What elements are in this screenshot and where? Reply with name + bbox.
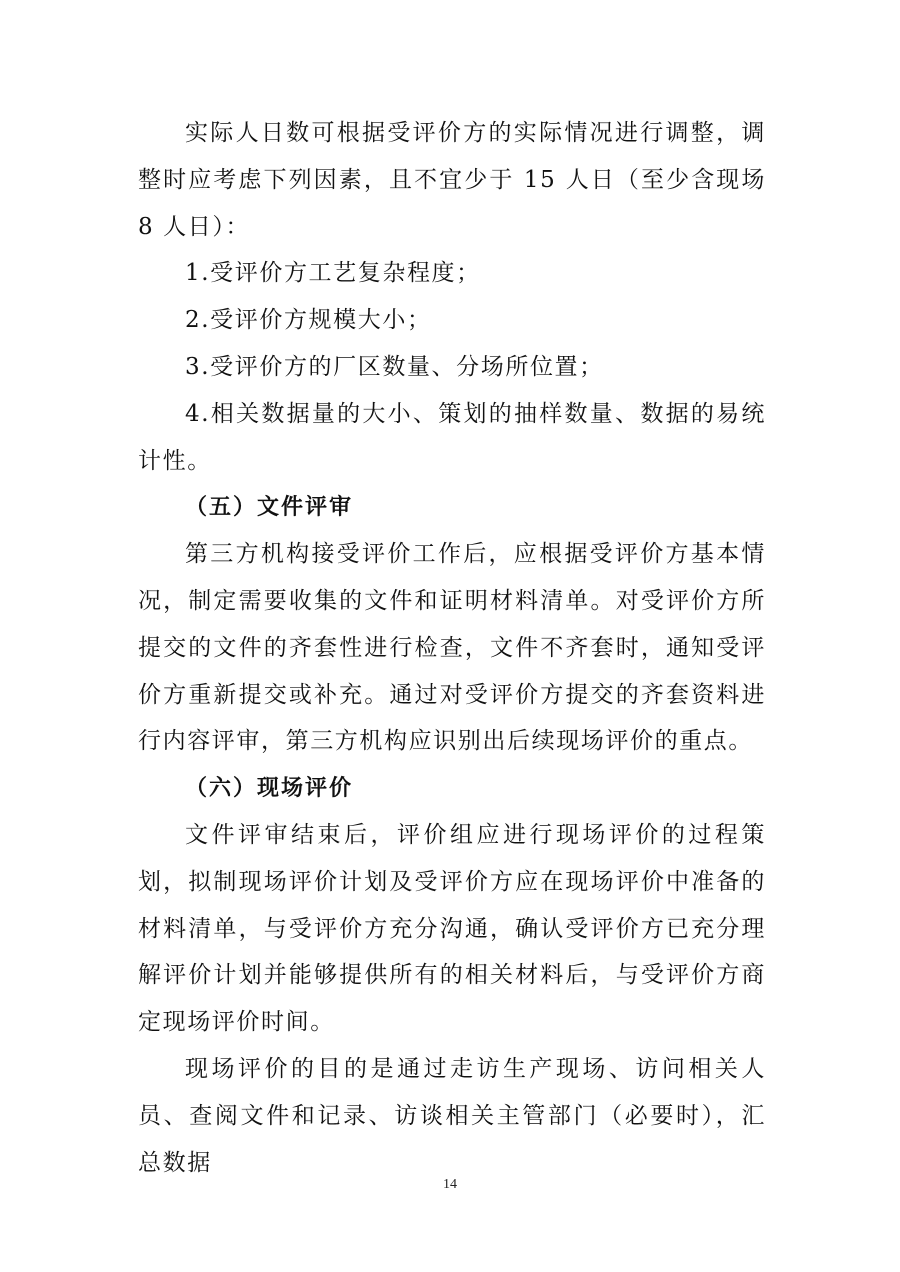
list-item-process-complexity: 1.受评价方工艺复杂程度；: [185, 260, 481, 287]
section-heading-onsite-evaluation: （六）现场评价: [185, 775, 354, 802]
page-body: [138, 110, 766, 1186]
list-item-data-volume: 4.相关数据量的大小、策划的抽样数量、数据的易统计性。: [138, 400, 766, 474]
paragraph-document-review: 第三方机构接受评价工作后，应根据受评价方基本情况，制定需要收集的文件和证明材料清单。对受评价方所提交的文件的齐套性进行检查，文件不齐套时，通知受评价方重新提交或补充。通过对受评价方提交的齐套资料进行内容评审，第三方机构应识别出后续现场评价的重点。: [138, 541, 766, 755]
page-number: 14: [443, 1177, 457, 1192]
list-item-sites: 3.受评价方的厂区数量、分场所位置；: [185, 353, 604, 380]
paragraph-onsite-planning: 文件评审结束后，评价组应进行现场评价的过程策划，拟制现场评价计划及受评价方应在现场评价中准备的材料清单，与受评价方充分沟通，确认受评价方已充分理解评价计划并能够提供所有的相关材料后，与受评价方商定现场评价时间。: [138, 821, 766, 1036]
paragraph-onsite-purpose: 现场评价的目的是通过走访生产现场、访问相关人员、查阅文件和记录、访谈相关主管部门（必要时），汇总数据: [138, 1055, 766, 1176]
section-heading-document-review: （五）文件评审: [185, 494, 354, 521]
list-item-scale: 2.受评价方规模大小；: [185, 307, 432, 334]
paragraph-person-days: 实际人日数可根据受评价方的实际情况进行调整，调整时应考虑下列因素，且不宜少于 15 人日（至少含现场 8 人日）：: [138, 120, 766, 240]
